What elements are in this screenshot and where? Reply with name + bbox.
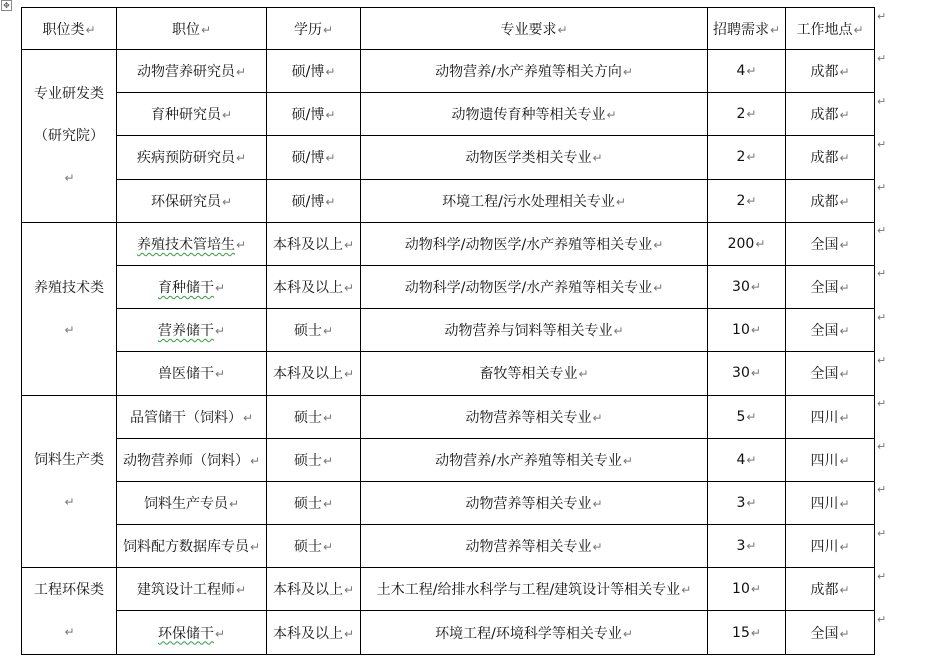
major-cell: 动物医学类相关专业↵ [361, 136, 708, 179]
count-cell: 30↵ [708, 352, 786, 395]
location-cell: 全国↵ [786, 309, 875, 352]
category-label: 工程环保类 ↵ [34, 581, 104, 639]
education-cell: 本科及以上↵ [267, 568, 361, 611]
major-cell: 畜牧等相关专业↵ [361, 352, 708, 395]
major-cell: 环境工程/污水处理相关专业↵ [361, 179, 708, 222]
category-cell [22, 395, 117, 568]
table-row [22, 438, 875, 481]
major-cell: 土木工程/给排水科学与工程/建筑设计等相关专业↵ [361, 568, 708, 611]
count-cell: 30↵ [708, 265, 786, 308]
row-end-mark: ↵ [877, 397, 887, 410]
education-cell: 硕士↵ [267, 309, 361, 352]
position-cell: 环保储干↵ [117, 611, 267, 654]
position-cell: 动物营养研究员↵ [117, 50, 267, 93]
major-cell: 动物科学/动物医学/水产养殖等相关专业↵ [361, 222, 708, 265]
header-category: 职位类↵ [22, 8, 117, 50]
position-cell: 养殖技术管培生↵ [117, 222, 267, 265]
position-cell: 疾病预防研究员↵ [117, 136, 267, 179]
location-cell: 全国↵ [786, 222, 875, 265]
location-cell: 成都↵ [786, 50, 875, 93]
position-cell: 建筑设计工程师↵ [117, 568, 267, 611]
table-move-handle-icon[interactable]: ✥ [1, 0, 12, 11]
row-end-mark: ↵ [877, 267, 887, 281]
row-end-mark: ↵ [877, 353, 887, 367]
major-cell: 动物营养/水产养殖等相关方向↵ [361, 50, 708, 93]
table-row [22, 179, 875, 222]
header-location: 工作地点↵ [786, 8, 875, 50]
count-cell: 2↵ [708, 136, 786, 179]
table-row [22, 352, 875, 395]
major-cell: 动物科学/动物医学/水产养殖等相关专业↵ [361, 265, 708, 308]
count-cell: 200↵ [708, 222, 786, 265]
position-cell: 育种研究员↵ [117, 93, 267, 136]
row-end-mark: ↵ [877, 483, 887, 497]
major-cell: 动物营养等相关专业↵ [361, 395, 708, 438]
table-row [22, 222, 875, 265]
location-cell: 成都↵ [786, 179, 875, 222]
location-cell: 四川↵ [786, 525, 875, 568]
count-cell: 3↵ [708, 481, 786, 524]
header-position: 职位↵ [117, 8, 267, 50]
education-cell: 本科及以上↵ [267, 222, 361, 265]
recruitment-table [21, 7, 875, 655]
row-end-mark: ↵ [877, 51, 887, 65]
education-cell: 硕/博↵ [267, 136, 361, 179]
major-cell: 动物营养/水产养殖等相关专业↵ [361, 438, 708, 481]
major-cell: 环境工程/环境科学等相关专业↵ [361, 611, 708, 654]
education-cell: 硕/博↵ [267, 50, 361, 93]
count-cell: 4↵ [708, 50, 786, 93]
row-end-mark: ↵ [877, 569, 887, 583]
position-cell: 饲料配方数据库专员↵ [117, 525, 267, 568]
count-cell: 10↵ [708, 309, 786, 352]
table-row [22, 481, 875, 524]
education-cell: 本科及以上↵ [267, 352, 361, 395]
row-end-mark: ↵ [877, 526, 887, 540]
count-cell: 15↵ [708, 611, 786, 654]
count-cell: 3↵ [708, 525, 786, 568]
row-end-mark: ↵ [877, 310, 887, 324]
category-label: 养殖技术类 ↵ [34, 279, 104, 337]
education-cell: 硕士↵ [267, 438, 361, 481]
header-major: 专业要求↵ [361, 8, 708, 50]
table-row [22, 525, 875, 568]
count-cell: 10↵ [708, 568, 786, 611]
education-cell: 硕士↵ [267, 525, 361, 568]
row-end-mark: ↵ [877, 94, 887, 108]
table-row [22, 611, 875, 654]
location-cell: 四川↵ [786, 395, 875, 438]
table-row [22, 93, 875, 136]
position-cell: 饲料生产专员↵ [117, 481, 267, 524]
location-cell: 成都↵ [786, 568, 875, 611]
major-cell: 动物营养等相关专业↵ [361, 525, 708, 568]
table-row [22, 309, 875, 352]
table-row [22, 568, 875, 611]
category-cell [22, 50, 117, 223]
location-cell: 全国↵ [786, 352, 875, 395]
position-cell: 品管储干（饲料）↵ [117, 395, 267, 438]
row-end-mark: ↵ [877, 440, 887, 454]
count-cell: 4↵ [708, 438, 786, 481]
table-row [22, 265, 875, 308]
table-row [22, 50, 875, 93]
location-cell: 成都↵ [786, 93, 875, 136]
table-row [22, 136, 875, 179]
position-cell: 环保研究员↵ [117, 179, 267, 222]
major-cell: 动物遗传育种等相关专业↵ [361, 93, 708, 136]
category-label: 专业研发类 [34, 85, 104, 102]
header-row [22, 8, 875, 50]
education-cell: 本科及以上↵ [267, 611, 361, 654]
location-cell: 全国↵ [786, 265, 875, 308]
category-cell [22, 222, 117, 395]
major-cell: 动物营养与饲料等相关专业↵ [361, 309, 708, 352]
location-cell: 成都↵ [786, 136, 875, 179]
row-end-mark: ↵ [877, 224, 887, 238]
row-end-mark: ↵ [877, 9, 887, 23]
row-end-mark: ↵ [877, 612, 887, 626]
row-end-mark: ↵ [877, 181, 887, 195]
education-cell: 硕/博↵ [267, 93, 361, 136]
count-cell: 2↵ [708, 179, 786, 222]
education-cell: 硕士↵ [267, 395, 361, 438]
count-cell: 5↵ [708, 395, 786, 438]
education-cell: 硕/博↵ [267, 179, 361, 222]
location-cell: 四川↵ [786, 438, 875, 481]
location-cell: 四川↵ [786, 481, 875, 524]
major-cell: 动物营养等相关专业↵ [361, 481, 708, 524]
position-cell: 育种储干↵ [117, 265, 267, 308]
education-cell: 硕士↵ [267, 481, 361, 524]
education-cell: 本科及以上↵ [267, 265, 361, 308]
category-cell [22, 568, 117, 654]
count-cell: 2↵ [708, 93, 786, 136]
location-cell: 全国↵ [786, 611, 875, 654]
category-label: （研究院） ↵ [34, 127, 104, 185]
table-body [22, 50, 875, 655]
position-cell: 兽医储干↵ [117, 352, 267, 395]
category-label: 饲料生产类 ↵ [34, 452, 104, 510]
header-count: 招聘需求↵ [708, 8, 786, 50]
position-cell: 营养储干↵ [117, 309, 267, 352]
position-cell: 动物营养师（饲料）↵ [117, 438, 267, 481]
header-education: 学历↵ [267, 8, 361, 50]
row-end-mark: ↵ [877, 137, 887, 151]
table-row [22, 395, 875, 438]
